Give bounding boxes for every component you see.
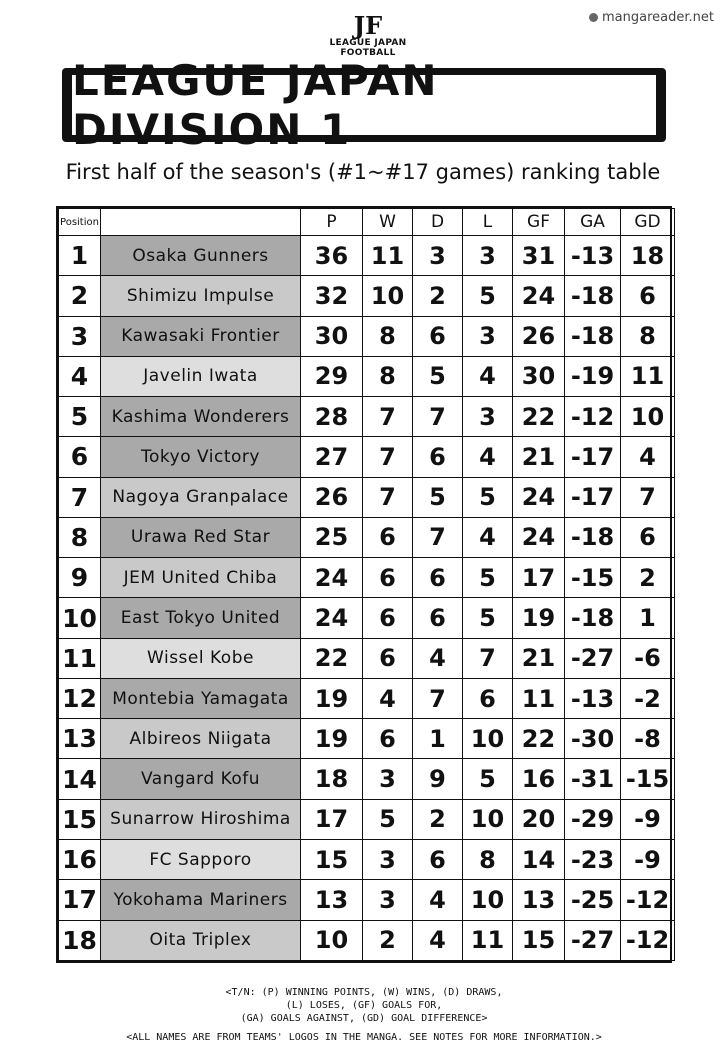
goals-against-cell: -15: [565, 558, 621, 598]
team-name-cell: Javelin Iwata: [101, 356, 301, 396]
goals-for-cell: 26: [513, 316, 565, 356]
position-cell: 11: [59, 638, 101, 678]
points-cell: 36: [301, 236, 363, 276]
wins-cell: 3: [363, 759, 413, 799]
draws-cell: 7: [413, 678, 463, 718]
table-row: [59, 437, 675, 477]
wins-cell: 2: [363, 920, 413, 960]
goal-difference-cell: 6: [621, 276, 675, 316]
goal-difference-cell: 18: [621, 236, 675, 276]
position-cell: 2: [59, 276, 101, 316]
wins-cell: 7: [363, 477, 413, 517]
points-cell: 18: [301, 759, 363, 799]
team-name-cell: Vangard Kofu: [101, 759, 301, 799]
goals-for-cell: 16: [513, 759, 565, 799]
team-name-cell: Yokohama Mariners: [101, 880, 301, 920]
header-row: [59, 209, 675, 236]
wins-cell: 4: [363, 678, 413, 718]
draws-cell: 3: [413, 236, 463, 276]
losses-cell: 5: [463, 759, 513, 799]
table-row: [59, 356, 675, 396]
goal-difference-cell: -9: [621, 839, 675, 879]
position-cell: 8: [59, 517, 101, 557]
title-banner: [62, 56, 666, 154]
table-row: [59, 719, 675, 759]
draws-cell: 6: [413, 437, 463, 477]
goal-difference-cell: 1: [621, 598, 675, 638]
position-cell: 3: [59, 316, 101, 356]
translation-notes: [40, 986, 688, 1044]
goal-difference-cell: -2: [621, 678, 675, 718]
goals-for-cell: 19: [513, 598, 565, 638]
goal-difference-cell: -8: [621, 719, 675, 759]
table-row: [59, 517, 675, 557]
losses-cell: 4: [463, 437, 513, 477]
draws-cell: 4: [413, 880, 463, 920]
points-cell: 19: [301, 719, 363, 759]
losses-cell: 10: [463, 880, 513, 920]
goals-for-cell: 15: [513, 920, 565, 960]
table-row: [59, 316, 675, 356]
goal-difference-cell: 4: [621, 437, 675, 477]
goals-for-cell: 24: [513, 276, 565, 316]
team-name-cell: FC Sapporo: [101, 839, 301, 879]
goals-against-cell: -25: [565, 880, 621, 920]
position-cell: 15: [59, 799, 101, 839]
goals-for-cell: 22: [513, 397, 565, 437]
points-cell: 27: [301, 437, 363, 477]
losses-cell: 7: [463, 638, 513, 678]
header-draws: D: [413, 209, 463, 236]
position-cell: 4: [59, 356, 101, 396]
team-name-cell: Osaka Gunners: [101, 236, 301, 276]
draws-cell: 6: [413, 839, 463, 879]
position-cell: 10: [59, 598, 101, 638]
draws-cell: 2: [413, 799, 463, 839]
table-row: [59, 397, 675, 437]
goal-difference-cell: -12: [621, 880, 675, 920]
points-cell: 28: [301, 397, 363, 437]
position-cell: 1: [59, 236, 101, 276]
position-cell: 5: [59, 397, 101, 437]
goals-against-cell: -13: [565, 236, 621, 276]
wins-cell: 3: [363, 839, 413, 879]
losses-cell: 10: [463, 719, 513, 759]
table-row: [59, 558, 675, 598]
goals-for-cell: 22: [513, 719, 565, 759]
logo-line2: FOOTBALL: [340, 48, 396, 58]
logo-line1: LEAGUE JAPAN: [329, 38, 407, 48]
losses-cell: 3: [463, 236, 513, 276]
points-cell: 25: [301, 517, 363, 557]
team-name-cell: Montebia Yamagata: [101, 678, 301, 718]
page-title: LEAGUE JAPAN DIVISION 1: [72, 75, 656, 135]
goals-for-cell: 13: [513, 880, 565, 920]
losses-cell: 3: [463, 316, 513, 356]
goals-against-cell: -18: [565, 517, 621, 557]
losses-cell: 3: [463, 397, 513, 437]
logo-mark: JF: [353, 11, 383, 40]
header-goal-difference: GD: [621, 209, 675, 236]
goal-difference-cell: -15: [621, 759, 675, 799]
draws-cell: 2: [413, 276, 463, 316]
header-goals-for: GF: [513, 209, 565, 236]
goals-for-cell: 20: [513, 799, 565, 839]
watermark: [589, 10, 714, 25]
goals-for-cell: 14: [513, 839, 565, 879]
goal-difference-cell: 6: [621, 517, 675, 557]
wins-cell: 11: [363, 236, 413, 276]
points-cell: 10: [301, 920, 363, 960]
losses-cell: 11: [463, 920, 513, 960]
position-cell: 17: [59, 880, 101, 920]
goals-for-cell: 30: [513, 356, 565, 396]
note-line: <ALL NAMES ARE FROM TEAMS' LOGOS IN THE MANGA. SEE NOTES FOR MORE INFORMATION.>: [126, 1032, 602, 1043]
losses-cell: 8: [463, 839, 513, 879]
goals-for-cell: 17: [513, 558, 565, 598]
goals-against-cell: -27: [565, 920, 621, 960]
goal-difference-cell: 11: [621, 356, 675, 396]
team-name-cell: Kashima Wonderers: [101, 397, 301, 437]
header-goals-against: GA: [565, 209, 621, 236]
points-cell: 30: [301, 316, 363, 356]
table-row: [59, 678, 675, 718]
goals-for-cell: 24: [513, 517, 565, 557]
draws-cell: 9: [413, 759, 463, 799]
table-row: [59, 920, 675, 960]
goal-difference-cell: 2: [621, 558, 675, 598]
header-losses: L: [463, 209, 513, 236]
losses-cell: 4: [463, 517, 513, 557]
watermark-text: mangareader.net: [602, 10, 714, 25]
goals-against-cell: -19: [565, 356, 621, 396]
goals-for-cell: 21: [513, 638, 565, 678]
wins-cell: 8: [363, 316, 413, 356]
points-cell: 13: [301, 880, 363, 920]
team-name-cell: Sunarrow Hiroshima: [101, 799, 301, 839]
table-row: [59, 598, 675, 638]
header-team: [101, 209, 301, 236]
table-row: [59, 880, 675, 920]
position-cell: 9: [59, 558, 101, 598]
draws-cell: 5: [413, 356, 463, 396]
goals-for-cell: 11: [513, 678, 565, 718]
page-subtitle: First half of the season's (#1~#17 games) ranking table: [65, 160, 661, 184]
goals-against-cell: -18: [565, 598, 621, 638]
team-name-cell: Nagoya Granpalace: [101, 477, 301, 517]
table-row: [59, 759, 675, 799]
note-line: <T/N: (P) WINNING POINTS, (W) WINS, (D) DRAWS,: [225, 987, 503, 998]
wins-cell: 3: [363, 880, 413, 920]
goals-against-cell: -23: [565, 839, 621, 879]
goals-against-cell: -18: [565, 276, 621, 316]
points-cell: 32: [301, 276, 363, 316]
wins-cell: 10: [363, 276, 413, 316]
points-cell: 15: [301, 839, 363, 879]
wins-cell: 7: [363, 437, 413, 477]
position-cell: 13: [59, 719, 101, 759]
draws-cell: 7: [413, 517, 463, 557]
goal-difference-cell: -6: [621, 638, 675, 678]
losses-cell: 5: [463, 558, 513, 598]
position-cell: 12: [59, 678, 101, 718]
draws-cell: 7: [413, 397, 463, 437]
team-name-cell: Shimizu Impulse: [101, 276, 301, 316]
team-name-cell: Kawasaki Frontier: [101, 316, 301, 356]
losses-cell: 5: [463, 477, 513, 517]
wins-cell: 6: [363, 558, 413, 598]
goals-against-cell: -31: [565, 759, 621, 799]
header-position: Position: [59, 209, 101, 236]
note-line: (L) LOSES, (GF) GOALS FOR,: [285, 1000, 443, 1011]
table-row: [59, 839, 675, 879]
goal-difference-cell: -12: [621, 920, 675, 960]
note-line: (GA) GOALS AGAINST, (GD) GOAL DIFFERENCE>: [240, 1013, 488, 1024]
points-cell: 26: [301, 477, 363, 517]
goals-for-cell: 31: [513, 236, 565, 276]
wins-cell: 6: [363, 638, 413, 678]
goals-against-cell: -17: [565, 437, 621, 477]
goals-against-cell: -27: [565, 638, 621, 678]
team-name-cell: East Tokyo United: [101, 598, 301, 638]
losses-cell: 4: [463, 356, 513, 396]
team-name-cell: Albireos Niigata: [101, 719, 301, 759]
goal-difference-cell: 8: [621, 316, 675, 356]
goals-against-cell: -29: [565, 799, 621, 839]
team-name-cell: Oita Triplex: [101, 920, 301, 960]
goals-against-cell: -18: [565, 316, 621, 356]
wins-cell: 6: [363, 598, 413, 638]
goals-for-cell: 21: [513, 437, 565, 477]
goals-for-cell: 24: [513, 477, 565, 517]
losses-cell: 10: [463, 799, 513, 839]
position-cell: 7: [59, 477, 101, 517]
position-cell: 16: [59, 839, 101, 879]
goals-against-cell: -30: [565, 719, 621, 759]
position-cell: 18: [59, 920, 101, 960]
wins-cell: 6: [363, 719, 413, 759]
position-cell: 14: [59, 759, 101, 799]
draws-cell: 4: [413, 638, 463, 678]
points-cell: 19: [301, 678, 363, 718]
table-row: [59, 638, 675, 678]
ranking-table: [56, 206, 672, 963]
draws-cell: 1: [413, 719, 463, 759]
points-cell: 22: [301, 638, 363, 678]
goal-difference-cell: 7: [621, 477, 675, 517]
header-wins: W: [363, 209, 413, 236]
goal-difference-cell: 10: [621, 397, 675, 437]
points-cell: 24: [301, 558, 363, 598]
draws-cell: 6: [413, 598, 463, 638]
jf-logo: [318, 11, 418, 58]
table-row: [59, 799, 675, 839]
draws-cell: 5: [413, 477, 463, 517]
header-points: P: [301, 209, 363, 236]
table-row: [59, 477, 675, 517]
wins-cell: 6: [363, 517, 413, 557]
team-name-cell: Tokyo Victory: [101, 437, 301, 477]
wins-cell: 8: [363, 356, 413, 396]
goals-against-cell: -13: [565, 678, 621, 718]
team-name-cell: JEM United Chiba: [101, 558, 301, 598]
wins-cell: 7: [363, 397, 413, 437]
watermark-icon: [589, 13, 598, 22]
table-row: [59, 236, 675, 276]
team-name-cell: Urawa Red Star: [101, 517, 301, 557]
draws-cell: 6: [413, 558, 463, 598]
goals-against-cell: -12: [565, 397, 621, 437]
position-cell: 6: [59, 437, 101, 477]
losses-cell: 5: [463, 598, 513, 638]
draws-cell: 4: [413, 920, 463, 960]
goal-difference-cell: -9: [621, 799, 675, 839]
team-name-cell: Wissel Kobe: [101, 638, 301, 678]
points-cell: 29: [301, 356, 363, 396]
wins-cell: 5: [363, 799, 413, 839]
points-cell: 24: [301, 598, 363, 638]
points-cell: 17: [301, 799, 363, 839]
table-row: [59, 276, 675, 316]
draws-cell: 6: [413, 316, 463, 356]
losses-cell: 5: [463, 276, 513, 316]
losses-cell: 6: [463, 678, 513, 718]
goals-against-cell: -17: [565, 477, 621, 517]
